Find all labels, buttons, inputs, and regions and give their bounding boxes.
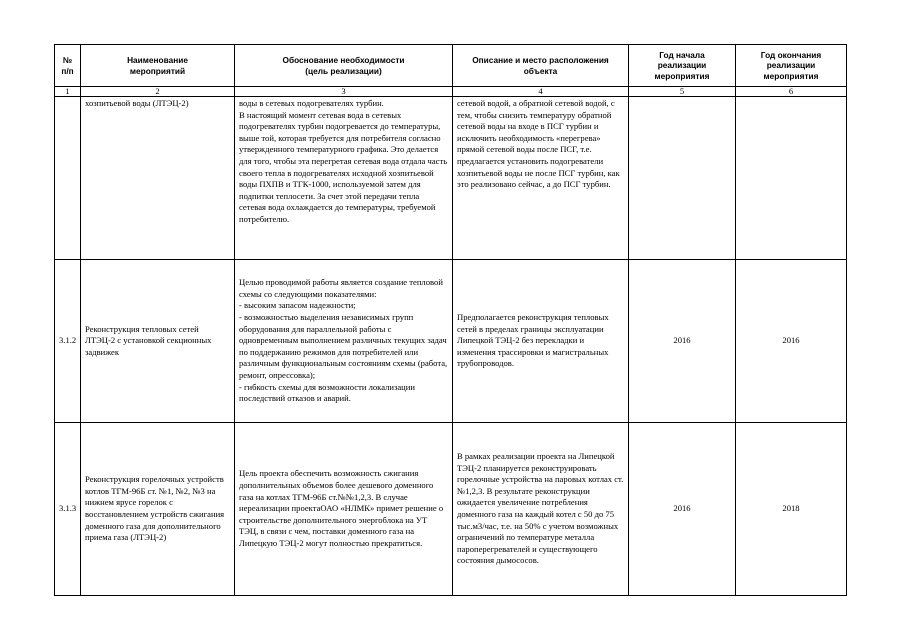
column-number-row bbox=[55, 87, 847, 97]
measure-reason: Целью проводимой работы является создание тепловой схемы со следующими показателями: - высоким запасом надежности; - возможностью выделения независимых групп оборудования для параллельной работы с одновременным выполнением различных текущих задач по поддержанию режимов для потребителей или различным функциональным состояниям схемы (работа, ремонт, опрессовка); - гибкость схемы для возможности локализации последствий отказов и аварий. bbox=[235, 260, 453, 423]
measure-reason: воды в сетевых подогревателях турбин. В настоящий момент сетевая вода в сетевых подогревателях турбин подогревается до температуры, выше той, которая требуется для потребителя согласно утвержденного температурного графика. Это делается для того, чтобы эта перегретая сетевая вода отдала часть своего тепла в подогревателях исходной хозпитьевой воды ПХПВ и ТГК-1000, используемой затем для подпитки теплосети. За счет этой передачи тепла сетевая вода охлаждается до температуры, требуемой потребителю. bbox=[235, 97, 453, 260]
start-year: 2016 bbox=[629, 423, 736, 596]
header-end-year: Год окончания реализации мероприятия bbox=[736, 45, 847, 87]
measure-name: хозпитьевой воды (ЛТЭЦ-2) bbox=[81, 97, 235, 260]
row-number: 3.1.2 bbox=[55, 260, 81, 423]
start-year: 2016 bbox=[629, 260, 736, 423]
measure-description: В рамках реализации проекта на Липецкой ТЭЦ-2 планируется реконструировать горелочные устройства на паровых котлах ст.№1,2,3. В результате реконструкции ожидается увеличение потребления доменного газа на каждый котел с 50 до 75 тыс.м3/час, т.е. на 50% с учетом возможных ограничений по температуре металла пароперегревателей и существующего состояния дымососов. bbox=[453, 423, 629, 596]
header-number: № п/п bbox=[55, 45, 81, 87]
column-number: 6 bbox=[736, 87, 847, 97]
header-reason: Обоснование необходимости (цель реализации) bbox=[235, 45, 453, 87]
column-number: 4 bbox=[453, 87, 629, 97]
measure-description: сетевой водой, а обратной сетевой водой, с тем, чтобы снизить температуру обратной сетевой воды на входе в ПСГ турбин и исключить необходимость «перегрева» прямой сетевой воды после ПСГ, т.е. предлагается установить подогреватели хозпитьевой воды не после ПСГ турбин, как это реализовано сейчас, а до ПСГ турбин. bbox=[453, 97, 629, 260]
header-name: Наименование мероприятий bbox=[81, 45, 235, 87]
measure-description: Предполагается реконструкция тепловых сетей в пределах границы эксплуатации Липецкой ТЭЦ-2 без перекладки и изменения трассировки и магистральных трубопроводов. bbox=[453, 260, 629, 423]
end-year bbox=[736, 97, 847, 260]
end-year: 2018 bbox=[736, 423, 847, 596]
header-row bbox=[55, 45, 847, 87]
row-number bbox=[55, 97, 81, 260]
measure-name: Реконструкция тепловых сетей ЛТЭЦ-2 с установкой секционных задвижек bbox=[81, 260, 235, 423]
table-row bbox=[55, 423, 847, 596]
column-number: 5 bbox=[629, 87, 736, 97]
measures-table bbox=[54, 44, 847, 596]
column-number: 3 bbox=[235, 87, 453, 97]
start-year bbox=[629, 97, 736, 260]
column-number: 2 bbox=[81, 87, 235, 97]
row-number: 3.1.3 bbox=[55, 423, 81, 596]
header-description: Описание и место расположения объекта bbox=[453, 45, 629, 87]
end-year: 2016 bbox=[736, 260, 847, 423]
table-row bbox=[55, 260, 847, 423]
header-start-year: Год начала реализации мероприятия bbox=[629, 45, 736, 87]
table-row bbox=[55, 97, 847, 260]
column-number: 1 bbox=[55, 87, 81, 97]
measure-reason: Цель проекта обеспечить возможность сжигания дополнительных объемов более дешевого доменного газа на котлах ТГМ-96Б ст.№№1,2,3. В случае нереализации проектаОАО «НЛМК» примет решение о строительстве дополнительного энергоблока на УТ ТЭЦ, в связи с чем, поставки доменного газа на Липецкую ТЭЦ-2 могут полностью прекратиться. bbox=[235, 423, 453, 596]
measure-name: Реконструкция горелочных устройств котлов ТГМ-96Б ст. №1, №2, №3 на нижнем ярусе горелок с восстановлением устройств сжигания доменного газа для дополнительного приема газа (ЛТЭЦ-2) bbox=[81, 423, 235, 596]
